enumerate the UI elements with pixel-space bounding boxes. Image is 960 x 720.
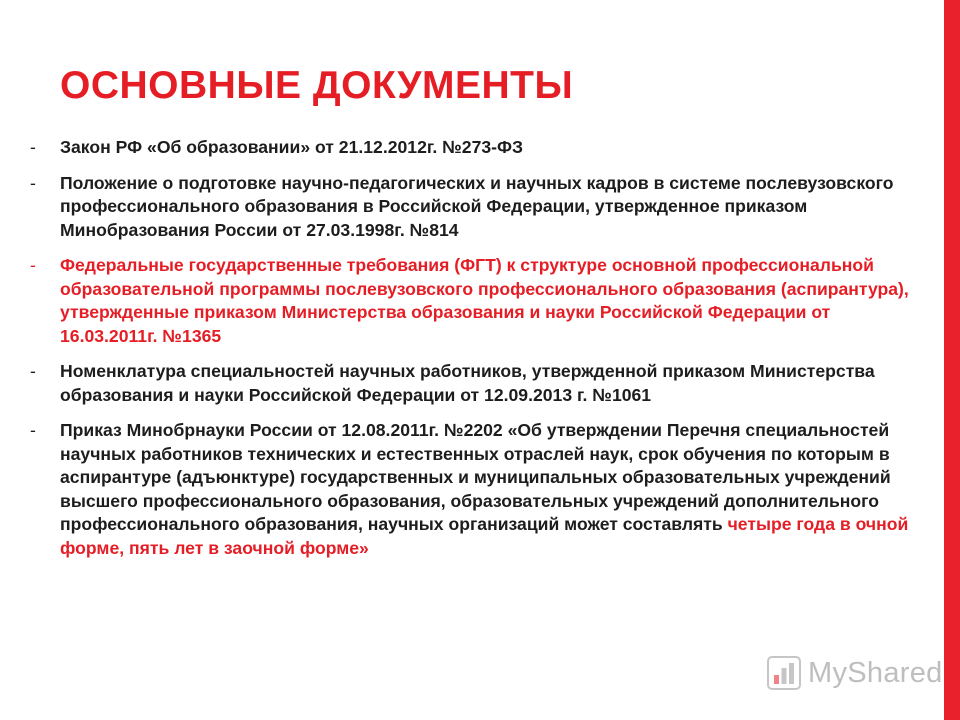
watermark xyxy=(766,654,943,692)
bullet-dash: - xyxy=(30,255,36,275)
list-item xyxy=(30,419,930,560)
bullet-dash: - xyxy=(30,137,36,157)
list-item-highlighted xyxy=(30,254,930,348)
slide-title: ОСНОВНЫЕ ДОКУМЕНТЫ xyxy=(60,64,574,107)
item-text: Номенклатура специальностей научных работников, утвержденной приказом Министерства образования и науки Российской Федерации от 12.09.2013 г. №1061 xyxy=(60,361,875,405)
bullet-dash: - xyxy=(30,172,36,193)
item-text-highlight: четыре года в очной форме, пять лет в заочной форме» xyxy=(60,514,909,558)
mysharedslides-logo-icon xyxy=(766,655,802,691)
item-text: Приказ Минобрнауки России от 12.08.2011г. №2202 «Об утверждении Перечня специальностей научных работников технических и естественных отраслей наук, срок обучения по которым в аспирантуре (адъюнктуре) государственных и муниципальных образовательных учреждений высшего профессионального образования, образовательных учреждений дополнительного профессионального образования, научных организаций может составлять xyxy=(60,420,891,534)
list-item xyxy=(30,136,930,160)
list-item xyxy=(30,360,930,407)
item-text: Федеральные государственные требования (ФГТ) к структуре основной профессиональной образовательной программы послевузовского профессионального образования (аспирантура), утвержденные приказом Министерства образования и науки Российской Федерации от 16.03.2011г. №1365 xyxy=(60,255,909,346)
item-text: Положение о подготовке научно-педагогических и научных кадров в системе послевузовского профессионального образования в Российской Федерации, утвержденное приказом Минобразования России от 27.03.1998г. №814 xyxy=(60,172,894,240)
bullet-dash: - xyxy=(30,420,36,440)
document-list xyxy=(30,136,930,572)
list-item xyxy=(30,172,930,243)
right-accent-bar xyxy=(944,0,960,720)
watermark-text: MyShared xyxy=(808,656,943,689)
item-text: Закон РФ «Об образовании» от 21.12.2012г. №273-ФЗ xyxy=(60,137,524,157)
bullet-dash: - xyxy=(30,361,36,381)
